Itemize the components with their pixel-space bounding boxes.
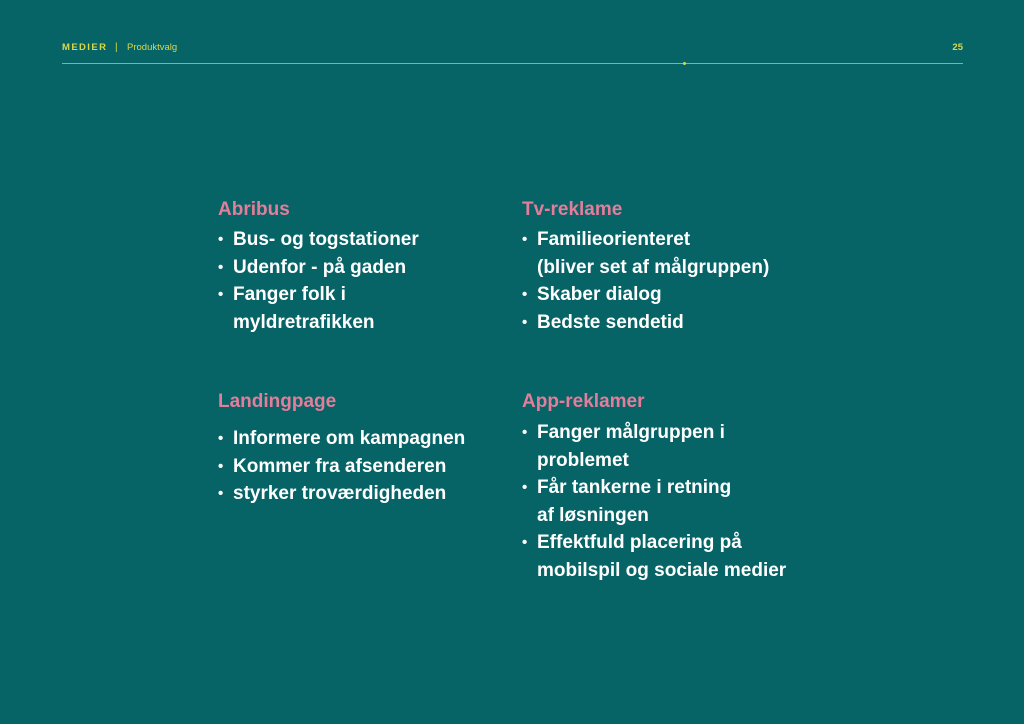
bullet-list <box>522 419 786 585</box>
header-rule-dot <box>683 62 686 65</box>
bullet-item: • Udenfor - på gaden <box>218 254 419 282</box>
bullet-list <box>218 226 419 336</box>
subsection-label: Produktvalg <box>127 42 178 53</box>
bullet-item: • Bus- og togstationer <box>218 226 419 254</box>
block-title: App-reklamer <box>522 391 645 412</box>
bullet-item: • Skaber dialog <box>522 281 769 309</box>
header-separator: | <box>115 42 118 53</box>
bullet-item: • Får tankerne i retning <box>522 474 786 502</box>
bullet-item: • Informere om kampagnen <box>218 425 465 453</box>
block-title: Landingpage <box>218 391 337 412</box>
bullet-list <box>218 425 465 508</box>
abribus-block <box>218 198 419 336</box>
page-header <box>62 42 963 54</box>
bullet-continuation: mobilspil og sociale medier <box>537 559 787 581</box>
bullet-list <box>522 226 769 336</box>
block-title: Tv-reklame <box>522 199 623 220</box>
bullet-continuation: (bliver set af målgruppen) <box>537 256 770 278</box>
tv-reklame-block <box>522 198 769 336</box>
bullet-continuation: problemet <box>537 449 629 471</box>
bullet-item: • Fanger folk i <box>218 281 419 309</box>
bullet-item: • styrker troværdigheden <box>218 480 465 508</box>
bullet-item: • Kommer fra afsenderen <box>218 453 465 481</box>
page-number: 25 <box>952 42 963 53</box>
bullet-item: • Effektfuld placering på <box>522 529 786 557</box>
section-label: MEDIER <box>62 42 108 53</box>
bullet-item: • Bedste sendetid <box>522 309 769 337</box>
bullet-continuation: af løsningen <box>537 504 649 526</box>
bullet-item: • Familieorienteret <box>522 226 769 254</box>
header-rule <box>62 63 963 64</box>
bullet-item: • Fanger målgruppen i <box>522 419 786 447</box>
landingpage-block <box>218 390 465 508</box>
app-reklamer-block <box>522 390 786 585</box>
bullet-continuation: myldretrafikken <box>233 311 375 333</box>
block-title: Abribus <box>218 199 290 220</box>
